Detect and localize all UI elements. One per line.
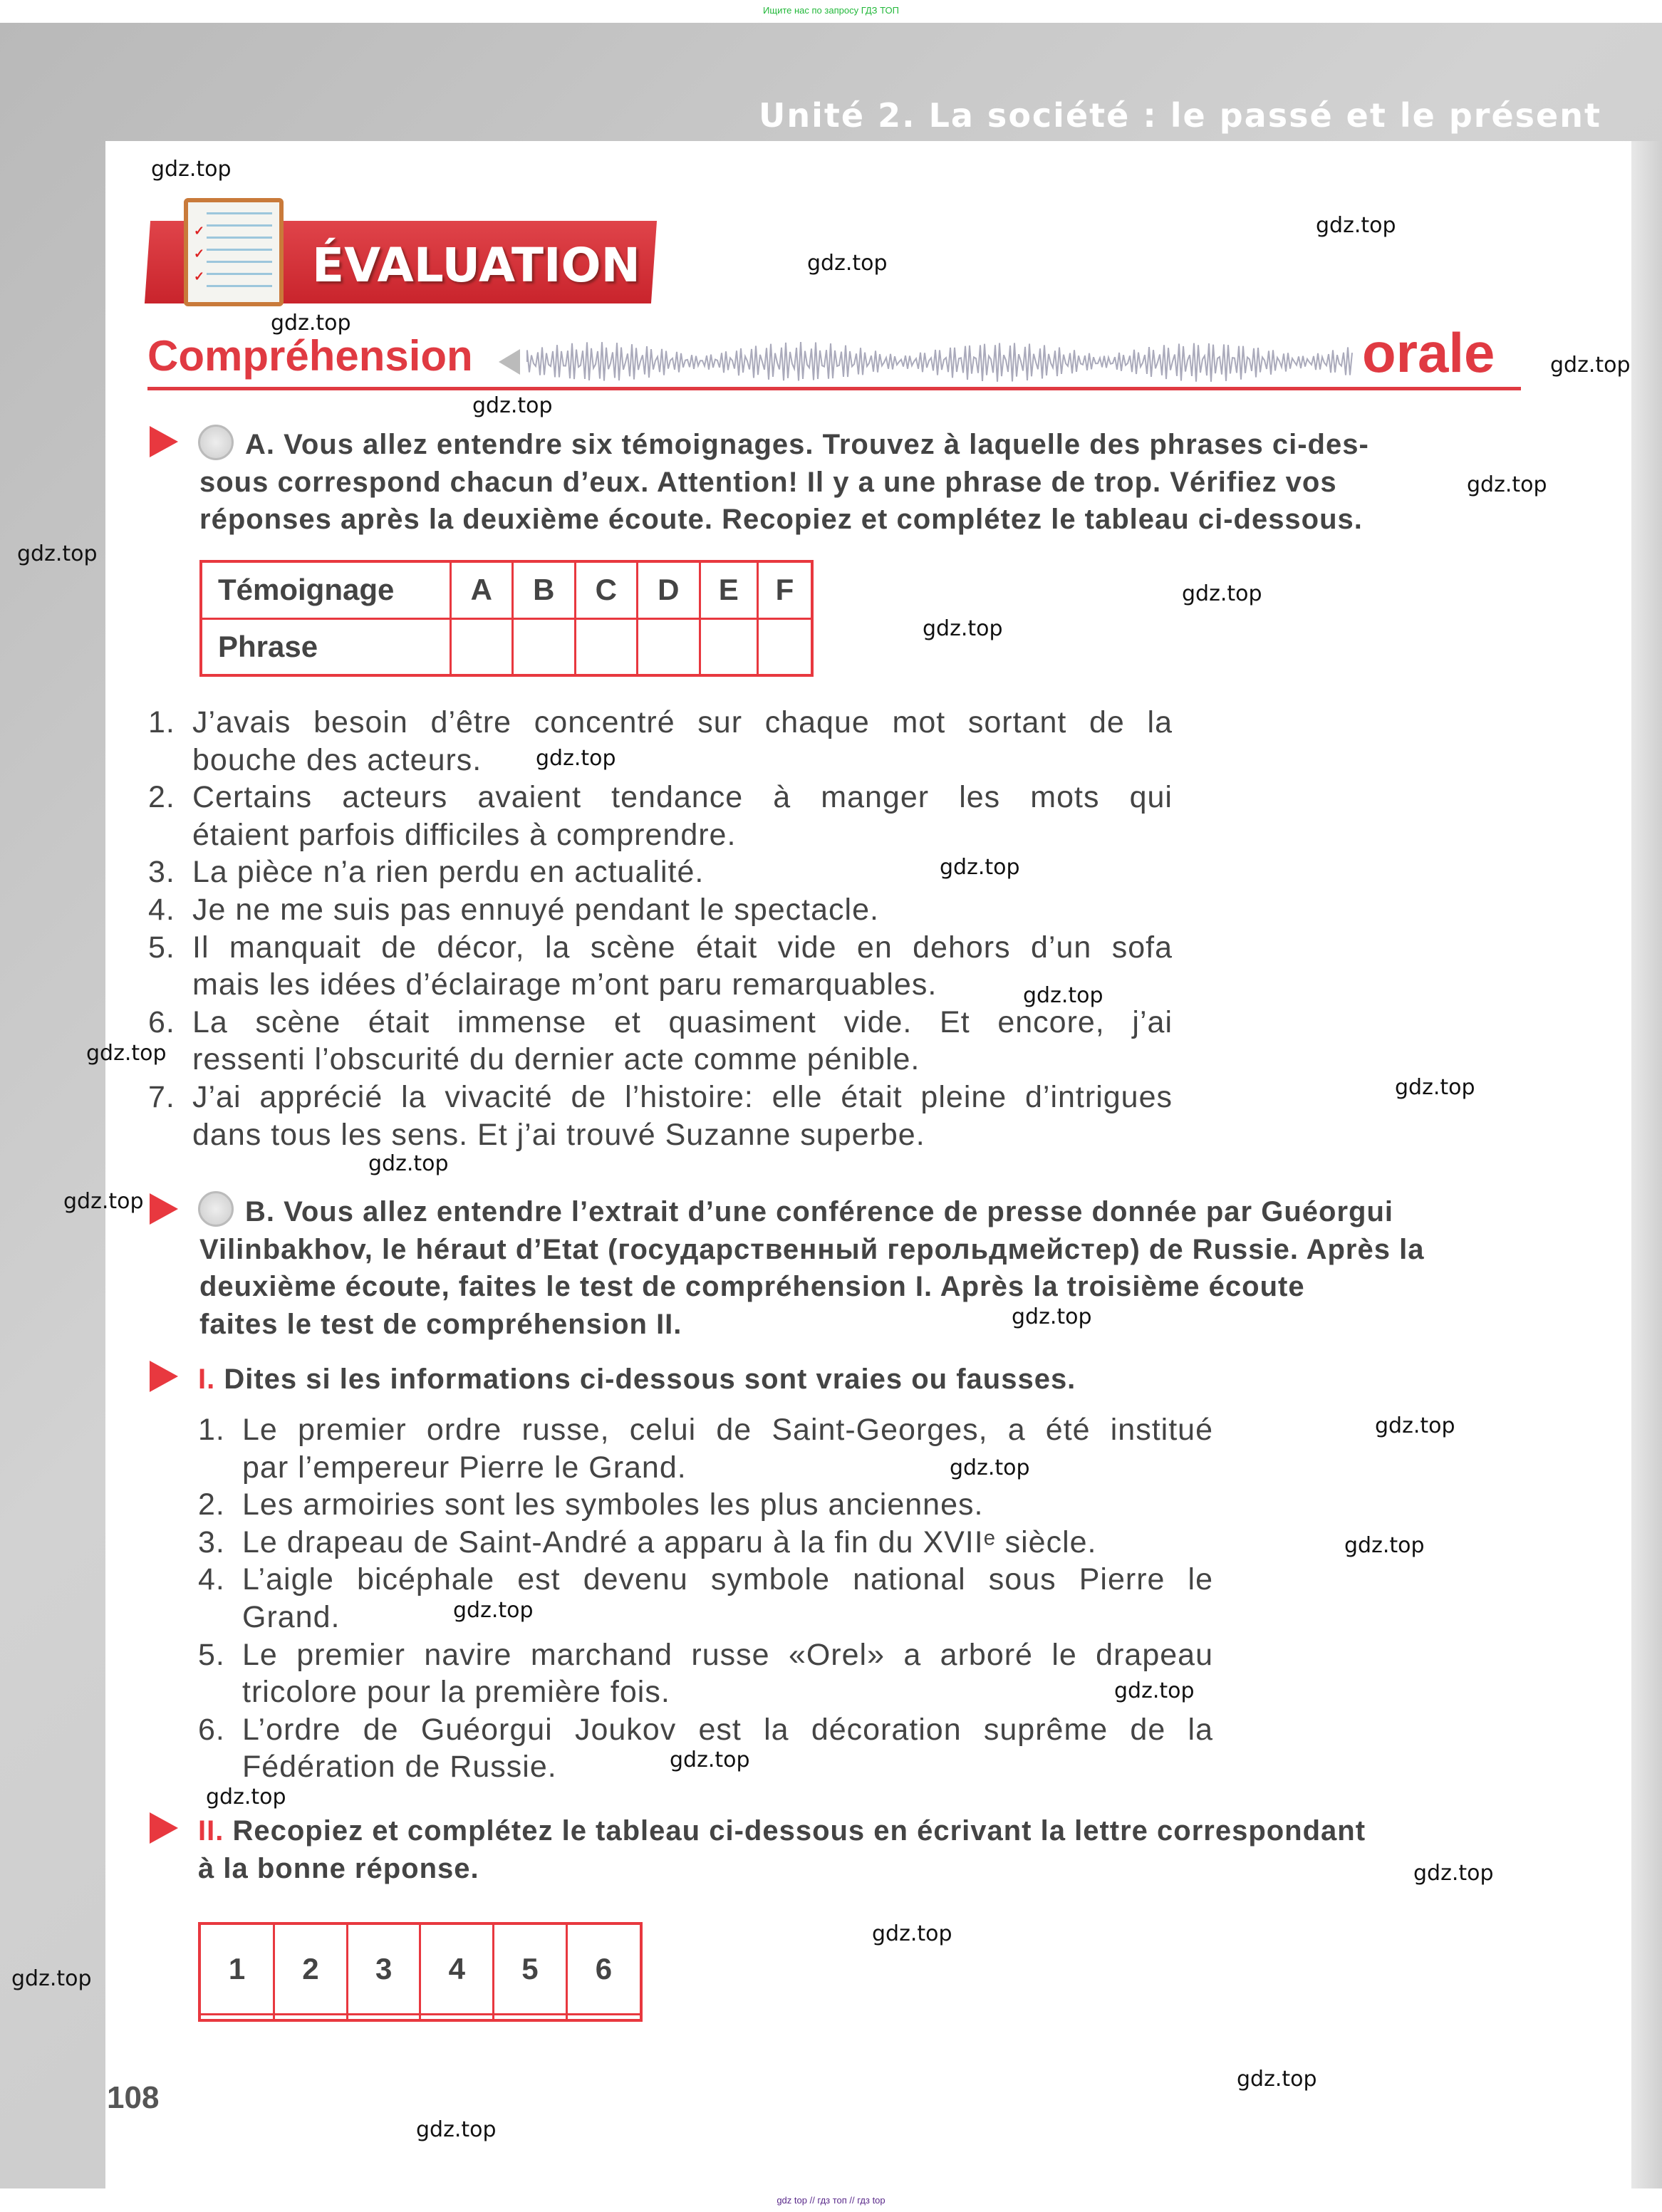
list-item <box>148 1004 1173 1079</box>
item-text-line: La scène était immense et quasiment vide. Et encore, j’ai <box>192 1004 1173 1039</box>
item-text-line: mais les idées d’éclairage m’ont paru remarquables. <box>192 967 938 1002</box>
sound-wave-icon <box>499 341 1354 383</box>
item-text-line: Il manquait de décor, la scène était vide en dehors d’un sofa <box>192 930 1173 965</box>
instruction-line: Dites si les informations ci-dessous sont vraies ou fausses. <box>224 1364 1076 1395</box>
item-text-line: par l’empereur Pierre le Grand. <box>242 1450 687 1485</box>
item-number: 3. <box>198 1525 225 1559</box>
table-row <box>199 1923 641 2014</box>
watermark: gdz.top <box>368 1151 449 1176</box>
item-text-line: Le premier navire marchand russe «Orel» a arboré le drapeau <box>242 1637 1213 1672</box>
instruction-line: deuxième écoute, faites le test de compréhension I. Après la troisième écoute <box>199 1271 1305 1302</box>
list-item <box>198 1486 1213 1524</box>
arrow-marker-a <box>150 426 178 457</box>
header-cell: 5 <box>494 1923 567 2014</box>
arrow-marker-b2 <box>150 1812 178 1844</box>
statement-list-b <box>198 1411 1213 1786</box>
instruction-b <box>199 1193 1517 1343</box>
list-item <box>198 1411 1213 1486</box>
header-cell: F <box>757 561 812 618</box>
section-title-left: Compréhension <box>147 332 473 380</box>
item-number: 2. <box>198 1487 225 1522</box>
list-item <box>198 1561 1213 1636</box>
item-text-line: Fédération de Russie. <box>242 1750 557 1785</box>
row-label: Phrase <box>201 618 450 675</box>
answer-cell[interactable] <box>450 618 513 675</box>
watermark: gdz.top <box>1344 1533 1425 1558</box>
instruction-line: Recopiez et complétez le tableau ci-dessous en écrivant la lettre correspondant <box>232 1815 1366 1847</box>
watermark: gdz.top <box>1375 1413 1455 1438</box>
header-cell: 6 <box>566 1923 641 2014</box>
watermark: gdz.top <box>1012 1304 1092 1329</box>
header-cell: E <box>700 561 757 618</box>
answer-cell[interactable] <box>274 2014 348 2020</box>
header-cell: 1 <box>199 1923 274 2014</box>
item-number: 5. <box>148 930 175 965</box>
watermark: gdz.top <box>1114 1678 1195 1703</box>
item-number: 3. <box>148 855 175 890</box>
page-edge <box>1631 141 1662 2188</box>
answer-cell[interactable] <box>494 2014 567 2020</box>
section-divider <box>147 387 1521 390</box>
watermark: gdz.top <box>1237 2067 1317 2092</box>
header-cell: Témoignage <box>201 561 450 618</box>
watermark: gdz.top <box>1467 472 1547 497</box>
item-text-line: Certains acteurs avaient tendance à manger les mots qui <box>192 780 1173 815</box>
top-banner <box>0 0 1662 23</box>
answer-table-b <box>198 1922 643 2022</box>
watermark: gdz.top <box>206 1785 286 1809</box>
instruction-a <box>199 426 1510 539</box>
answer-cell[interactable] <box>347 2014 420 2020</box>
item-text-line: La pièce n’a rien perdu en actualité. <box>192 855 705 890</box>
watermark: gdz.top <box>1182 581 1262 606</box>
header-cell: 4 <box>420 1923 494 2014</box>
item-text-line: ressenti l’obscurité du dernier acte comme pénible. <box>192 1042 920 1077</box>
watermark: gdz.top <box>1550 353 1631 378</box>
item-number: 5. <box>198 1637 225 1672</box>
list-item <box>148 929 1173 1004</box>
item-number: 6. <box>198 1712 225 1747</box>
watermark: gdz.top <box>416 2117 497 2142</box>
header-cell: C <box>575 561 638 618</box>
watermark: gdz.top <box>271 311 351 336</box>
unit-title: Unité 2. La société : le passé et le présent <box>759 96 1601 135</box>
list-item <box>148 704 1173 779</box>
answer-cell[interactable] <box>513 618 576 675</box>
list-item <box>148 779 1173 853</box>
instruction-line: sous correspond chacun d’eux. Attention! Il y a une phrase de trop. Vérifiez vos <box>199 466 1337 498</box>
footer-text: gdz top // гдз топ // гдз top <box>777 2195 885 2206</box>
header-cell: A <box>450 561 513 618</box>
item-text-line: Je ne me suis pas ennuyé pendant le spectacle. <box>192 892 879 927</box>
arrow-marker-b <box>150 1193 178 1225</box>
item-number: 1. <box>148 705 175 739</box>
watermark: gdz.top <box>1395 1075 1475 1100</box>
list-item <box>198 1524 1213 1562</box>
item-number: 6. <box>148 1004 175 1039</box>
item-number: 2. <box>148 780 175 815</box>
watermark: gdz.top <box>11 1966 92 1991</box>
item-text-line: L’ordre de Guéorgui Joukov est la décoration suprême de la <box>242 1712 1213 1747</box>
item-text-line: tricolore pour la première fois. <box>242 1675 670 1710</box>
instruction-line: Vous allez entendre six témoignages. Trouvez à laquelle des phrases ci-des- <box>284 429 1369 460</box>
header-cell: B <box>513 561 576 618</box>
header-cell: D <box>638 561 700 618</box>
item-text-line: étaient parfois difficiles à comprendre. <box>192 817 737 852</box>
clipboard-icon: ✓ ✓ ✓ <box>184 198 284 306</box>
answer-cell[interactable] <box>700 618 757 675</box>
watermark: gdz.top <box>940 855 1020 880</box>
instruction-b2 <box>198 1812 1366 1887</box>
answer-cell[interactable] <box>757 618 812 675</box>
instruction-line: faites le test de compréhension II. <box>199 1308 682 1340</box>
item-number: 7. <box>148 1079 175 1114</box>
watermark: gdz.top <box>950 1455 1030 1480</box>
table-row <box>201 618 812 675</box>
top-banner-text: Ищите нас по запросу ГДЗ ТОП <box>763 5 899 16</box>
item-number: 4. <box>148 892 175 927</box>
instruction-line: Vilinbakhov, le héraut d’Etat (государственный герольдмейстер) de Russie. Après la <box>199 1233 1425 1265</box>
item-text-line: Les armoiries sont les symboles les plus anciennes. <box>242 1487 984 1522</box>
instruction-line: Vous allez entendre l’extrait d’une conférence de presse donnée par Guéorgui <box>284 1196 1393 1227</box>
header-cell: 2 <box>274 1923 348 2014</box>
watermark: gdz.top <box>151 157 232 182</box>
sentence-list-a <box>148 704 1173 1153</box>
item-text-line: bouche des acteurs. <box>192 742 482 777</box>
table-row <box>201 561 812 618</box>
item-text-line: Le drapeau de Saint-André a apparu à la fin du XVIIᵉ siècle. <box>242 1525 1097 1559</box>
list-item <box>198 1636 1213 1711</box>
item-text-line: L’aigle bicéphale est devenu symbole national sous Pierre le <box>242 1562 1213 1597</box>
watermark: gdz.top <box>807 251 888 276</box>
roman-numeral: I. <box>198 1364 216 1395</box>
answer-cell[interactable] <box>199 2014 274 2020</box>
watermark: gdz.top <box>670 1748 750 1772</box>
watermark: gdz.top <box>1316 213 1396 238</box>
answer-cell[interactable] <box>420 2014 494 2020</box>
letter-b: B. <box>245 1196 275 1227</box>
watermark: gdz.top <box>536 746 616 771</box>
watermark: gdz.top <box>472 393 553 418</box>
answer-cell[interactable] <box>638 618 700 675</box>
table-row <box>199 2014 641 2020</box>
item-text-line: Le premier ordre russe, celui de Saint-Georges, a été institué <box>242 1413 1213 1447</box>
watermark: gdz.top <box>17 541 98 566</box>
watermark: gdz.top <box>923 616 1003 641</box>
roman-numeral: II. <box>198 1815 224 1847</box>
item-text-line: dans tous les sens. Et j’ai trouvé Suzanne superbe. <box>192 1117 925 1152</box>
item-number: 4. <box>198 1562 225 1597</box>
list-item <box>148 1079 1173 1153</box>
watermark: gdz.top <box>872 1921 952 1946</box>
watermark: gdz.top <box>1023 983 1103 1008</box>
section-title-right: orale <box>1362 321 1495 384</box>
page-number: 108 <box>107 2080 160 2115</box>
item-text-line: Grand. <box>242 1599 341 1634</box>
watermark: gdz.top <box>63 1189 144 1214</box>
answer-cell[interactable] <box>575 618 638 675</box>
instruction-line: réponses après la deuxième écoute. Recopiez et complétez le tableau ci-dessous. <box>199 504 1363 535</box>
watermark: gdz.top <box>1413 1861 1494 1886</box>
answer-table-a <box>199 560 814 677</box>
watermark: gdz.top <box>453 1598 534 1623</box>
footer <box>0 2188 1662 2212</box>
item-number: 1. <box>198 1413 225 1447</box>
answer-cell[interactable] <box>566 2014 641 2020</box>
watermark: gdz.top <box>86 1041 167 1066</box>
arrow-marker-b1 <box>150 1361 178 1392</box>
header-cell: 3 <box>347 1923 420 2014</box>
instruction-line: à la bonne réponse. <box>198 1852 479 1884</box>
item-text-line: J’avais besoin d’être concentré sur chaque mot sortant de la <box>192 705 1173 739</box>
letter-a: A. <box>245 429 275 460</box>
item-text-line: J’ai apprécié la vivacité de l’histoire: elle était pleine d’intrigues <box>192 1079 1173 1114</box>
list-item <box>148 891 1173 929</box>
instruction-b1 <box>198 1361 1076 1398</box>
banner-title: ÉVALUATION <box>312 238 640 293</box>
